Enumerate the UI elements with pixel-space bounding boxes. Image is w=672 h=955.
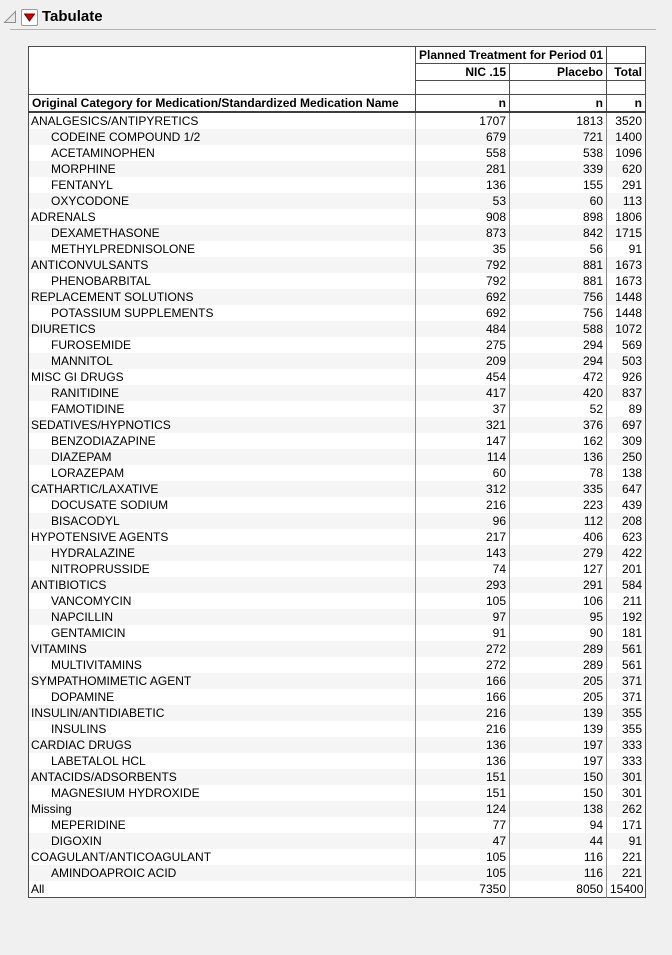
medication-name-cell: MULTIVITAMINS [29,657,416,673]
table-row[interactable] [29,177,646,193]
count-cell: 291 [607,177,646,193]
count-cell: 250 [607,449,646,465]
table-row[interactable] [29,225,646,241]
count-cell: 908 [416,209,510,225]
medication-name-cell: LORAZEPAM [29,465,416,481]
count-cell: 881 [510,257,607,273]
count-cell: 692 [416,305,510,321]
count-cell: 166 [416,689,510,705]
count-cell: 106 [510,593,607,609]
stat-header-row [29,95,646,113]
count-cell: 181 [607,625,646,641]
medication-name-cell: MEPERIDINE [29,817,416,833]
count-cell: 97 [416,609,510,625]
count-cell: 620 [607,161,646,177]
category-name-cell: Missing [29,801,416,817]
count-cell: 647 [607,481,646,497]
table-row[interactable] [29,241,646,257]
table-row[interactable] [29,801,646,817]
count-cell: 1707 [416,112,510,129]
table-row[interactable] [29,865,646,881]
count-cell: 417 [416,385,510,401]
count-cell: 8050 [510,881,607,898]
count-cell: 291 [510,577,607,593]
count-cell: 150 [510,785,607,801]
medication-name-cell: MORPHINE [29,161,416,177]
medication-name-cell: GENTAMICIN [29,625,416,641]
count-cell: 216 [416,721,510,737]
count-cell: 96 [416,513,510,529]
count-cell: 898 [510,209,607,225]
count-cell: 1096 [607,145,646,161]
count-cell: 561 [607,641,646,657]
count-cell: 114 [416,449,510,465]
table-header [29,47,646,113]
stat-header-n-placebo: n [510,95,607,113]
count-cell: 155 [510,177,607,193]
table-row[interactable] [29,129,646,145]
medication-name-cell: BENZODIAZAPINE [29,433,416,449]
count-cell: 147 [416,433,510,449]
table-row[interactable] [29,369,646,385]
count-cell: 53 [416,193,510,209]
spanner-row [29,47,646,64]
count-cell: 15400 [607,881,646,898]
count-cell: 56 [510,241,607,257]
count-cell: 503 [607,353,646,369]
category-name-cell: CATHARTIC/LAXATIVE [29,481,416,497]
outline-header [3,7,103,27]
count-cell: 197 [510,753,607,769]
count-cell: 171 [607,817,646,833]
count-cell: 262 [607,801,646,817]
count-cell: 1673 [607,257,646,273]
red-triangle-menu-button[interactable] [21,9,38,26]
count-cell: 44 [510,833,607,849]
count-cell: 74 [416,561,510,577]
count-cell: 138 [510,801,607,817]
count-cell: 289 [510,641,607,657]
count-cell: 420 [510,385,607,401]
medication-name-cell: AMINDOAPROIC ACID [29,865,416,881]
category-name-cell: MISC GI DRUGS [29,369,416,385]
count-cell: 78 [510,465,607,481]
count-cell: 139 [510,705,607,721]
medication-name-cell: NITROPRUSSIDE [29,561,416,577]
medication-name-cell: MAGNESIUM HYDROXIDE [29,785,416,801]
count-cell: 105 [416,593,510,609]
table-row[interactable] [29,449,646,465]
category-name-cell: SEDATIVES/HYPNOTICS [29,417,416,433]
count-cell: 301 [607,785,646,801]
count-cell: 37 [416,401,510,417]
count-cell: 143 [416,545,510,561]
count-cell: 216 [416,497,510,513]
total-spacer-cell [607,47,646,64]
medication-name-cell: INSULINS [29,721,416,737]
count-cell: 52 [510,401,607,417]
count-cell: 90 [510,625,607,641]
table-row[interactable] [29,193,646,209]
count-cell: 116 [510,849,607,865]
table-row[interactable] [29,625,646,641]
count-cell: 136 [416,177,510,193]
count-cell: 60 [510,193,607,209]
medication-name-cell: VANCOMYCIN [29,593,416,609]
medication-name-cell: BISACODYL [29,513,416,529]
count-cell: 208 [607,513,646,529]
count-cell: 484 [416,321,510,337]
table-row[interactable] [29,689,646,705]
medication-name-cell: DEXAMETHASONE [29,225,416,241]
count-cell: 217 [416,529,510,545]
count-cell: 162 [510,433,607,449]
count-cell: 561 [607,657,646,673]
category-name-cell: DIURETICS [29,321,416,337]
count-cell: 538 [510,145,607,161]
count-cell: 221 [607,865,646,881]
category-name-cell: ANTIBIOTICS [29,577,416,593]
count-cell: 756 [510,289,607,305]
count-cell: 321 [416,417,510,433]
count-cell: 77 [416,817,510,833]
table-row[interactable] [29,673,646,689]
table-row[interactable] [29,769,646,785]
medication-name-cell: OXYCODONE [29,193,416,209]
count-cell: 201 [607,561,646,577]
table-row[interactable] [29,497,646,513]
count-cell: 333 [607,737,646,753]
table-row[interactable] [29,737,646,753]
category-name-cell: INSULIN/ANTIDIABETIC [29,705,416,721]
count-cell: 289 [510,657,607,673]
table-row[interactable] [29,753,646,769]
table-row[interactable] [29,721,646,737]
count-cell: 454 [416,369,510,385]
table-row[interactable] [29,401,646,417]
table-row[interactable] [29,433,646,449]
stat-header-n-total: n [607,95,646,113]
count-cell: 60 [416,465,510,481]
table-row[interactable] [29,561,646,577]
count-cell: 371 [607,689,646,705]
count-cell: 1806 [607,209,646,225]
table-row[interactable] [29,609,646,625]
table-row[interactable] [29,657,646,673]
table-row[interactable] [29,385,646,401]
count-cell: 205 [510,673,607,689]
table-row[interactable] [29,257,646,273]
count-cell: 584 [607,577,646,593]
count-cell: 116 [510,865,607,881]
medication-name-cell: DIGOXIN [29,833,416,849]
count-cell: 692 [416,289,510,305]
count-cell: 1813 [510,112,607,129]
col-header-nic15: NIC .15 [416,64,510,81]
table-row[interactable] [29,305,646,321]
table-row[interactable] [29,513,646,529]
count-cell: 756 [510,305,607,321]
count-cell: 91 [416,625,510,641]
count-cell: 293 [416,577,510,593]
medication-name-cell: MANNITOL [29,353,416,369]
row-axis-corner-cell [29,47,416,95]
count-cell: 792 [416,273,510,289]
count-cell: 124 [416,801,510,817]
category-name-cell: REPLACEMENT SOLUTIONS [29,289,416,305]
count-cell: 94 [510,817,607,833]
table-row[interactable] [29,817,646,833]
count-cell: 439 [607,497,646,513]
count-cell: 623 [607,529,646,545]
table-row[interactable] [29,321,646,337]
count-cell: 697 [607,417,646,433]
medication-name-cell: NAPCILLIN [29,609,416,625]
count-cell: 472 [510,369,607,385]
count-cell: 138 [607,465,646,481]
count-cell: 406 [510,529,607,545]
medication-name-cell: CODEINE COMPOUND 1/2 [29,129,416,145]
table-row[interactable] [29,577,646,593]
count-cell: 197 [510,737,607,753]
count-cell: 89 [607,401,646,417]
count-cell: 136 [416,737,510,753]
medication-name-cell: DIAZEPAM [29,449,416,465]
spanner-header: Planned Treatment for Period 01 [416,47,607,64]
count-cell: 422 [607,545,646,561]
category-name-cell: SYMPATHOMIMETIC AGENT [29,673,416,689]
category-name-cell: All [29,881,416,898]
count-cell: 281 [416,161,510,177]
count-cell: 1400 [607,129,646,145]
category-name-cell: ANTICONVULSANTS [29,257,416,273]
count-cell: 47 [416,833,510,849]
medication-name-cell: ACETAMINOPHEN [29,145,416,161]
count-cell: 166 [416,673,510,689]
table-row[interactable] [29,337,646,353]
count-cell: 209 [416,353,510,369]
count-cell: 569 [607,337,646,353]
medication-name-cell: FUROSEMIDE [29,337,416,353]
count-cell: 192 [607,609,646,625]
count-cell: 1448 [607,305,646,321]
count-cell: 205 [510,689,607,705]
medication-name-cell: PHENOBARBITAL [29,273,416,289]
count-cell: 842 [510,225,607,241]
table-row[interactable] [29,641,646,657]
count-cell: 113 [607,193,646,209]
category-name-cell: CARDIAC DRUGS [29,737,416,753]
outline-title[interactable]: Tabulate [42,8,103,25]
medication-name-cell: HYDRALAZINE [29,545,416,561]
count-cell: 301 [607,769,646,785]
medication-name-cell: DOCUSATE SODIUM [29,497,416,513]
table-row[interactable] [29,289,646,305]
medication-name-cell: FENTANYL [29,177,416,193]
count-cell: 136 [416,753,510,769]
count-cell: 1072 [607,321,646,337]
table-row[interactable] [29,545,646,561]
count-cell: 335 [510,481,607,497]
count-cell: 376 [510,417,607,433]
count-cell: 95 [510,609,607,625]
medication-name-cell: DOPAMINE [29,689,416,705]
col-header-total: Total [607,64,646,81]
table-row[interactable] [29,273,646,289]
category-name-cell: ANTACIDS/ADSORBENTS [29,769,416,785]
table-row[interactable] [29,145,646,161]
count-cell: 371 [607,673,646,689]
count-cell: 1448 [607,289,646,305]
count-cell: 221 [607,849,646,865]
count-cell: 105 [416,865,510,881]
table-row[interactable] [29,593,646,609]
count-cell: 150 [510,769,607,785]
count-cell: 275 [416,337,510,353]
table-row[interactable] [29,353,646,369]
medication-name-cell: POTASSIUM SUPPLEMENTS [29,305,416,321]
count-cell: 309 [607,433,646,449]
category-name-cell: VITAMINS [29,641,416,657]
disclosure-triangle-icon[interactable] [3,10,17,24]
count-cell: 3520 [607,112,646,129]
count-cell: 679 [416,129,510,145]
category-name-cell: COAGULANT/ANTICOAGULANT [29,849,416,865]
count-cell: 211 [607,593,646,609]
table-row[interactable] [29,481,646,497]
count-cell: 91 [607,833,646,849]
count-cell: 312 [416,481,510,497]
table-row[interactable] [29,417,646,433]
medication-name-cell: FAMOTIDINE [29,401,416,417]
count-cell: 558 [416,145,510,161]
table-row[interactable] [29,529,646,545]
count-cell: 223 [510,497,607,513]
count-cell: 279 [510,545,607,561]
table-row[interactable] [29,161,646,177]
count-cell: 112 [510,513,607,529]
count-cell: 881 [510,273,607,289]
table-row[interactable] [29,112,646,129]
category-name-cell: ANALGESICS/ANTIPYRETICS [29,112,416,129]
tabulate-table [28,46,646,898]
count-cell: 926 [607,369,646,385]
count-cell: 91 [607,241,646,257]
count-cell: 355 [607,705,646,721]
count-cell: 272 [416,641,510,657]
count-cell: 1673 [607,273,646,289]
red-triangle-icon [24,13,35,22]
count-cell: 151 [416,785,510,801]
category-name-cell: HYPOTENSIVE AGENTS [29,529,416,545]
count-cell: 139 [510,721,607,737]
count-cell: 294 [510,353,607,369]
stat-header-n-nic15: n [416,95,510,113]
count-cell: 151 [416,769,510,785]
row-axis-header: Original Category for Medication/Standardized Medication Name [29,95,416,113]
count-cell: 333 [607,753,646,769]
medication-name-cell: LABETALOL HCL [29,753,416,769]
count-cell: 873 [416,225,510,241]
count-cell: 7350 [416,881,510,898]
count-cell: 1715 [607,225,646,241]
count-cell: 588 [510,321,607,337]
col-header-placebo: Placebo [510,64,607,81]
table-body [29,112,646,898]
count-cell: 216 [416,705,510,721]
count-cell: 35 [416,241,510,257]
title-underline-divider [10,29,656,30]
medication-name-cell: RANITIDINE [29,385,416,401]
count-cell: 792 [416,257,510,273]
table-row[interactable] [29,833,646,849]
table-row[interactable] [29,881,646,898]
table-row[interactable] [29,849,646,865]
count-cell: 837 [607,385,646,401]
medication-name-cell: METHYLPREDNISOLONE [29,241,416,257]
count-cell: 721 [510,129,607,145]
table-row[interactable] [29,705,646,721]
count-cell: 355 [607,721,646,737]
count-cell: 294 [510,337,607,353]
count-cell: 272 [416,657,510,673]
count-cell: 127 [510,561,607,577]
count-cell: 136 [510,449,607,465]
count-cell: 339 [510,161,607,177]
table-row[interactable] [29,209,646,225]
table-row[interactable] [29,785,646,801]
category-name-cell: ADRENALS [29,209,416,225]
table-row[interactable] [29,465,646,481]
count-cell: 105 [416,849,510,865]
